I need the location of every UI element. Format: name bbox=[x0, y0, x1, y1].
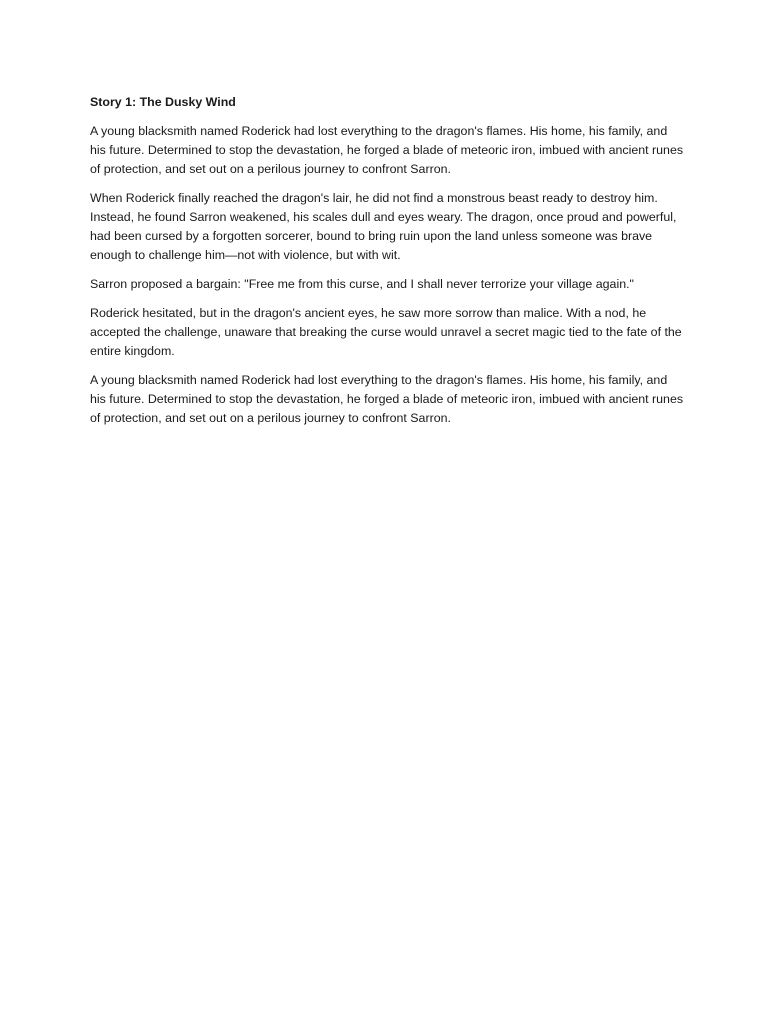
document-body bbox=[90, 93, 686, 438]
story-title: Story 1: The Dusky Wind bbox=[90, 95, 236, 109]
paragraph-1: A young blacksmith named Roderick had lost everything to the dragon's flames. His home, his family, and his future. Determined to stop the devastation, he forged a blade of meteoric iron, imbued with ancient runes of protection, and set out on a perilous journey to confront Sarron. bbox=[90, 124, 684, 176]
paragraph-2: When Roderick finally reached the dragon's lair, he did not find a monstrous beast ready to destroy him. Instead, he found Sarron weakened, his scales dull and eyes weary. The dragon, once proud and powerful, had been cursed by a forgotten sorcerer, bound to bring ruin upon the land unless someone was brave enough to challenge him—not with violence, but with wit. bbox=[90, 191, 677, 262]
paragraph-5: A young blacksmith named Roderick had lost everything to the dragon's flames. His home, his family, and his future. Determined to stop the devastation, he forged a blade of meteoric iron, imbued with ancient runes of protection, and set out on a perilous journey to confront Sarron. bbox=[90, 373, 684, 425]
paragraph-3: Sarron proposed a bargain: "Free me from this curse, and I shall never terrorize your village again." bbox=[90, 277, 634, 291]
paragraph-4: Roderick hesitated, but in the dragon's ancient eyes, he saw more sorrow than malice. With a nod, he accepted the challenge, unaware that breaking the curse would unravel a secret magic tied to the fate of the entire kingdom. bbox=[90, 306, 682, 358]
